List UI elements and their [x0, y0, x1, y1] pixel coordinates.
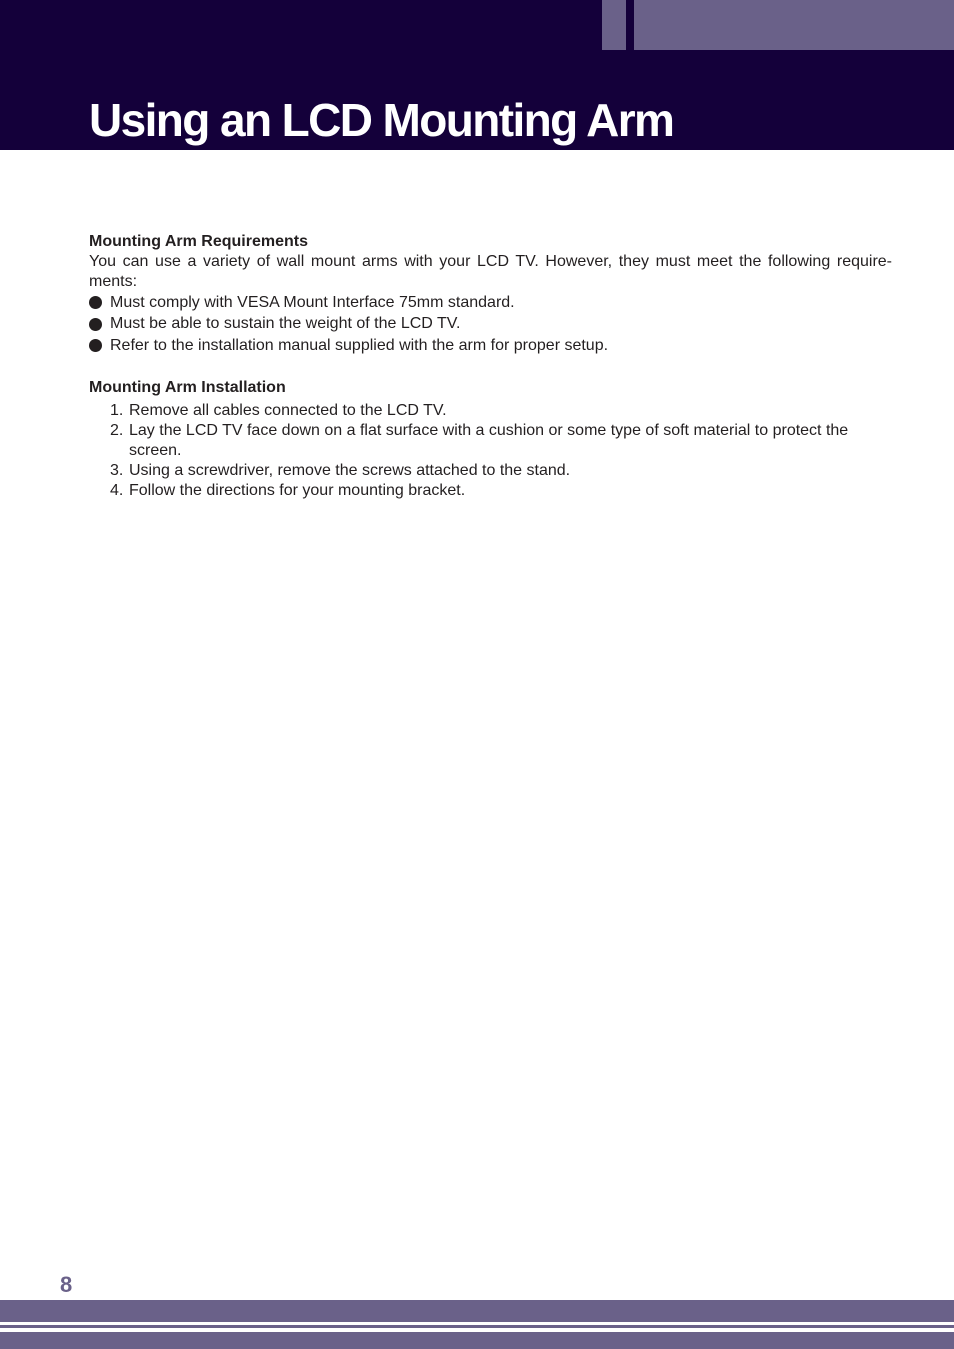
installation-heading: Mounting Arm Installation	[89, 378, 286, 396]
step-text: Using a screwdriver, remove the screws attached to the stand.	[129, 461, 571, 479]
footer-rule	[0, 1332, 954, 1349]
bullet-icon	[89, 339, 102, 352]
header-tab-small	[602, 0, 626, 50]
list-item-text: Must comply with VESA Mount Interface 75mm standard.	[110, 293, 515, 311]
bullet-icon	[89, 318, 102, 331]
requirements-intro: You can use a variety of wall mount arms with your LCD TV. However, they must meet the following require-ments:	[89, 253, 892, 290]
list-item	[110, 401, 892, 421]
requirements-heading: Mounting Arm Requirements	[89, 233, 308, 250]
list-item	[110, 461, 892, 481]
list-item	[89, 292, 892, 314]
step-number: 2.	[110, 421, 124, 439]
list-item	[110, 421, 892, 461]
step-number: 1.	[110, 401, 124, 419]
list-item	[89, 335, 892, 357]
footer-rule	[0, 1325, 954, 1328]
list-item-text: Refer to the installation manual supplied with the arm for proper setup.	[110, 336, 609, 354]
content	[89, 232, 892, 501]
list-item	[110, 481, 892, 501]
step-text: Lay the LCD TV face down on a flat surface with a cushion or some type of soft material to protect the screen.	[129, 421, 849, 459]
page-title: Using an LCD Mounting Arm	[89, 94, 674, 146]
step-text: Remove all cables connected to the LCD TV.	[129, 401, 447, 419]
list-item	[89, 314, 892, 336]
page-number: 8	[60, 1272, 73, 1297]
list-item-text: Must be able to sustain the weight of the LCD TV.	[110, 315, 461, 333]
step-number: 3.	[110, 461, 124, 479]
header-tab-large	[634, 0, 954, 50]
step-number: 4.	[110, 481, 124, 499]
step-text: Follow the directions for your mounting bracket.	[129, 481, 466, 499]
bullet-icon	[89, 296, 102, 309]
installation-steps	[89, 401, 892, 501]
footer-band	[0, 1300, 954, 1322]
requirements-list	[89, 292, 892, 357]
